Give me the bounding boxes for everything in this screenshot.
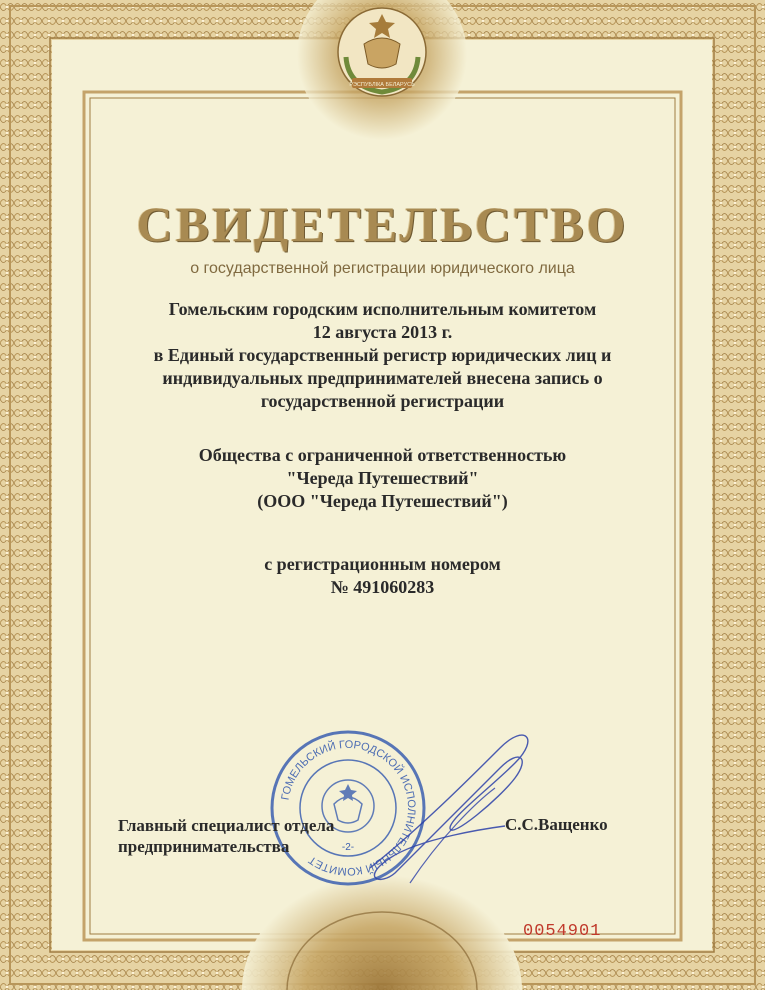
registration-statement [0,298,765,413]
company-name-block [0,444,765,513]
document-subtitle: о государственной регистрации юридического лица [190,260,575,277]
registration-line: Гомельским городским исполнительным комитетом [168,299,597,319]
company-short-name: (ООО "Череда Путешествий") [257,491,508,511]
serial-number: 0054901 [523,922,602,941]
signatory-name: С.С.Ващенко [505,815,608,834]
document-title: СВИДЕТЕЛЬСТВО [136,196,629,252]
company-name: "Череда Путешествий" [286,468,479,488]
registration-date: 12 августа 2013 г. [312,322,453,342]
handwritten-signature [300,708,540,888]
registration-number-value: № 491060283 [330,577,435,597]
registration-line: индивидуальных предпринимателей внесена запись о [162,368,603,388]
signatory-position-line: Главный специалист отдела [118,816,335,835]
stamp-number: -2- [341,842,355,853]
state-emblem [326,2,438,102]
stamp-text: ГОМЕЛЬСКИЙ ГОРОДСКОЙ ИСПОЛНИТЕЛЬНЫЙ КОМИТЕТ [279,738,418,878]
registration-line: в Единый государственный регистр юридических лиц и [153,345,612,365]
registration-number-block [0,553,765,599]
company-legal-form: Общества с ограниченной ответственностью [198,445,567,465]
registration-line: государственной регистрации [260,391,505,411]
signatory-position-line: предпринимательства [118,837,290,856]
emblem-ribbon: РЭСПУБЛІКА БЕЛАРУСЬ [349,82,415,88]
registration-number-label: с регистрационным номером [264,554,501,574]
